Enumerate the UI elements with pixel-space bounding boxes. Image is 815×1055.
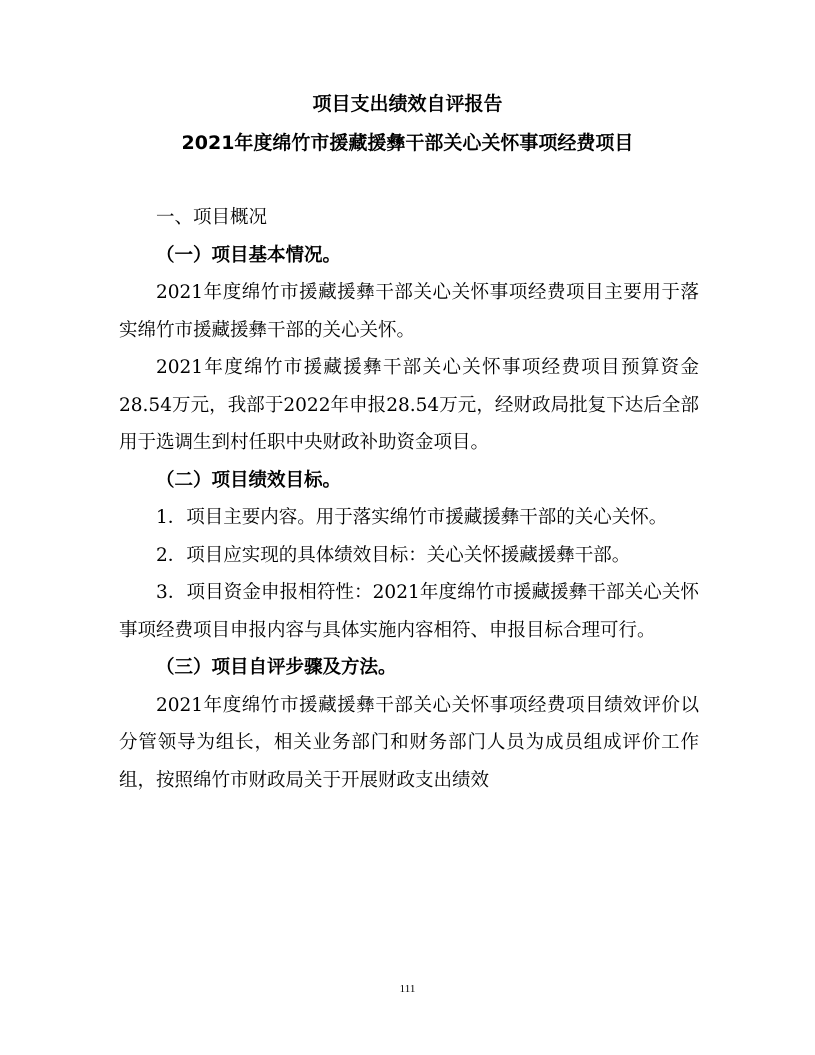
report-title: 项目支出绩效自评报告 <box>312 93 503 115</box>
paragraph-method-1: 2021年度绵竹市援藏援彝干部关心关怀事项经费项目绩效评价以分管领导为组长，相关业务部门和财务部门人员为成员组成评价工作组，按照绵竹市财政局关于开展财政支出绩效 <box>119 694 699 791</box>
section-heading-overview: 一、项目概况 <box>156 207 268 228</box>
subsection-heading-method: （三）项目自评步骤及方法。 <box>156 657 397 678</box>
document-body <box>119 199 699 799</box>
goal-item-3: 3．项目资金申报相符性：2021年度绵竹市援藏援彝干部关心关怀事项经费项目申报内容与具体实施内容相符、申报目标合理可行。 <box>119 582 699 641</box>
page-number: 111 <box>399 983 416 995</box>
project-title: 2021年度绵竹市援藏援彝干部关心关怀事项经费项目 <box>181 132 634 154</box>
subsection-heading-basic: （一）项目基本情况。 <box>156 244 342 266</box>
subsection-heading-goals: （二）项目绩效目标。 <box>156 469 342 491</box>
goal-item-1: 1．项目主要内容。用于落实绵竹市援藏援彝干部的关心关怀。 <box>156 507 668 528</box>
paragraph-basic-1: 2021年度绵竹市援藏援彝干部关心关怀事项经费项目主要用于落实绵竹市援藏援彝干部的关心关怀。 <box>119 282 699 341</box>
goal-item-2: 2．项目应实现的具体绩效目标：关心关怀援藏援彝干部。 <box>156 544 631 566</box>
paragraph-basic-2: 2021年度绵竹市援藏援彝干部关心关怀事项经费项目预算资金28.54万元，我部于2022年申报28.54万元，经财政局批复下达后全部用于选调生到村任职中央财政补助资金项目。 <box>119 357 699 453</box>
